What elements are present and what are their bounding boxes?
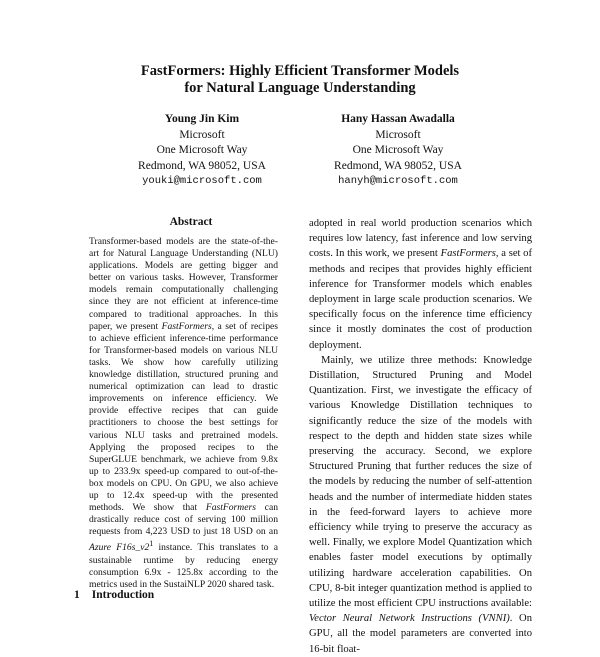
- author-affiliation: Microsoft: [375, 128, 421, 141]
- author-block-1: [102, 112, 302, 190]
- author-address-line-1: One Microsoft Way: [156, 144, 248, 156]
- right-column: [309, 216, 532, 657]
- abstract-body: [89, 236, 278, 591]
- paper-title-line-1: FastFormers: Highly Efficient Transformer Models: [140, 63, 460, 79]
- body-text: . On GPU, all the model parameters are converted into 16-bit float-: [309, 613, 532, 655]
- paper-title-line-2: for Natural Language Understanding: [184, 80, 416, 96]
- abstract-text: , a set of recipes to achieve efficient inference-time performance for Transformer-based models on various NLU tasks. We show how carefully utilizing knowledge distillation, structured pruning and numerical optimization can lead to drastic improvements on inference efficiency. We provide effective recipes that can guide practitioners to choose the best settings for various NLU tasks and pretrained models. Applying the proposed recipes to the SuperGLUE benchmark, we achieve from 9.8x up to 233.9x speed-up compared to out-of-the-box models on CPU. On GPU, we also achieve up to 12.4x speed-up with the presented methods. We show that: [89, 320, 278, 514]
- body-text: adopted in real world production scenarios which requires low latency, fast inference and low serving costs. In this work, we present: [309, 218, 532, 260]
- abstract-heading: Abstract: [169, 216, 213, 228]
- body-emphasis: FastFormers: [440, 248, 496, 260]
- author-address-line-2: Redmond, WA 98052, USA: [138, 159, 266, 172]
- footnote-marker: 1: [149, 539, 154, 549]
- body-paragraph: [309, 216, 532, 353]
- author-affiliation: Microsoft: [179, 128, 225, 141]
- body-text: , a set of methods and recipes that provides highly efficient inference for Transformer models which enables deployment in large scale production scenarios. We specifically focus on the inference time efficiency since it mostly dominates the cost of production deployment.: [309, 248, 532, 351]
- author-address-line-1: One Microsoft Way: [352, 144, 444, 156]
- body-paragraph: [309, 353, 532, 657]
- author-address-line-2: Redmond, WA 98052, USA: [334, 159, 462, 172]
- author-block-2: [298, 112, 498, 190]
- abstract-emphasis: FastFormers: [205, 502, 256, 514]
- section-title: Introduction: [91, 589, 155, 601]
- author-email: hanyh@microsoft.com: [338, 175, 458, 187]
- abstract-text: instance. This translates to a sustainable runtime by reducing energy consumption 6.9x - 125.8x according to the metrics used in the SustaiNLP 2020 shared task.: [89, 542, 278, 590]
- author-name: Young Jin Kim: [164, 113, 240, 125]
- author-name: Hany Hassan Awadalla: [341, 113, 455, 125]
- abstract-text: can drastically reduce cost of serving 100 million requests from 4,223 USD to just 18 USD on an: [89, 502, 278, 538]
- section-number: 1: [74, 589, 80, 601]
- abstract-text: Transformer-based models are the state-of-the-art for Natural Language Understanding (NLU) applications. Models are getting bigger and better on various tasks. However, Transformer models remain computationally challenging since they are not efficient at inference-time compared to traditional approaches. In this paper, we present: [89, 236, 278, 332]
- author-email: youki@microsoft.com: [142, 175, 262, 187]
- paper-title: [0, 63, 600, 97]
- body-text: Mainly, we utilize three methods: Knowledge Distillation, Structured Pruning and Model Quantization. First, we investigate the efficacy of various Knowledge Distillation techniques to significantly reduce the size of the models with respect to the depth and hidden state sizes while preserving the accuracy. Second, we explore Structured Pruning that further reduces the size of the models by reducing the number of self-attention heads and the number of intermediate hidden states in the feed-forward layers to achieve more efficiency while trying to preserve the accuracy as well. Finally, we explore Model Quantization which enables faster model executions by optimally utilizing hardware acceleration capabilities. On CPU, 8-bit integer quantization method is applied to utilize the most efficient CPU instructions available:: [309, 354, 532, 610]
- abstract-emphasis: FastFormers: [161, 320, 212, 332]
- abstract-emphasis: Azure F16s_v2: [89, 542, 150, 554]
- body-emphasis: Vector Neural Network Instructions (VNNI): [309, 613, 510, 625]
- section-heading: [74, 589, 154, 601]
